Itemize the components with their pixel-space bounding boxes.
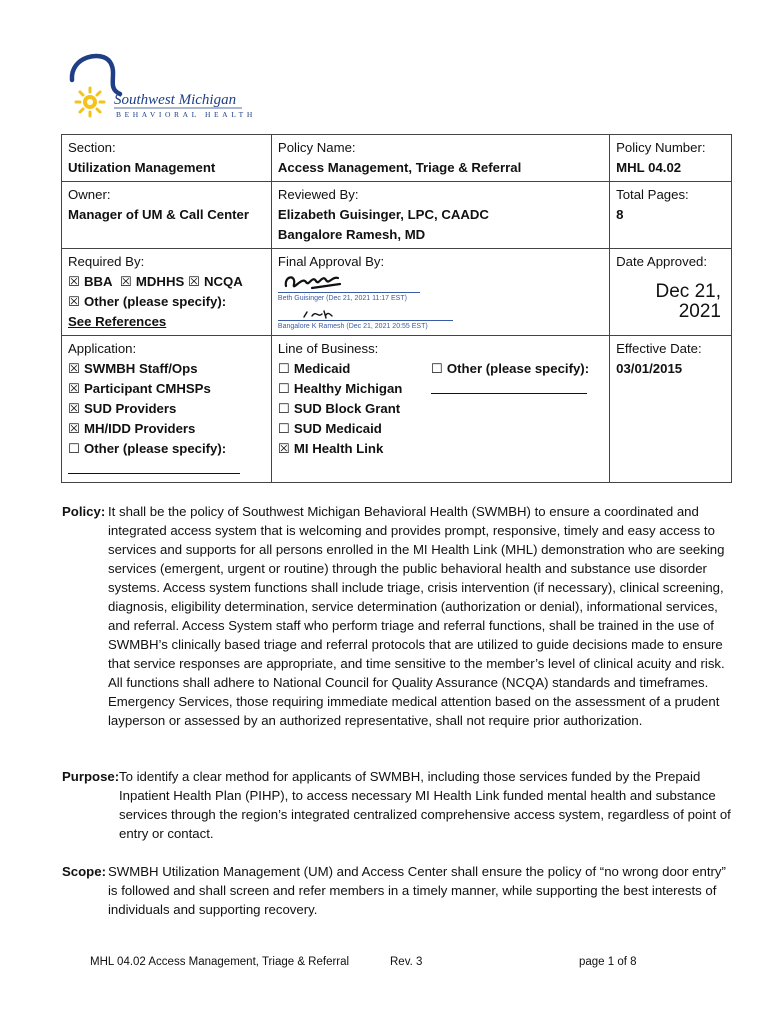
signature-2-icon [302,308,334,320]
total-pages-label: Total Pages: [616,187,689,202]
lob-item-label: SUD Medicaid [293,421,382,436]
effective-date-label: Effective Date: [616,341,702,356]
signature-2-caption: Bangalore K Ramesh (Dec 21, 2021 20:55 EST) [277,323,428,330]
section-value: Utilization Management [68,160,216,175]
owner-label: Owner: [68,187,111,202]
signature-area [278,272,603,332]
lob-checkbox[interactable]: ☒ [277,441,290,456]
section-label: Section: [68,140,116,155]
app-other-blank[interactable] [68,459,240,474]
lob-item [278,379,402,399]
see-references-link[interactable]: See References [68,314,167,329]
date-approved-cell [610,249,732,336]
reviewer-1: Elizabeth Guisinger, LPC, CAADC [277,207,489,222]
lob-other [431,359,589,399]
purpose-label: Purpose: [62,769,120,784]
req-other-checkbox[interactable]: ☒ [68,294,80,309]
app-checkbox[interactable]: ☒ [68,361,80,376]
lob-other-label: Other (please specify): [446,361,590,376]
app-checkbox[interactable]: ☒ [68,401,80,416]
bba-checkbox[interactable]: ☒ [68,274,80,289]
lob-item [278,419,402,439]
required-by-cell [62,249,272,336]
final-approval-cell [271,249,609,336]
lob-other-row [431,359,589,379]
policy-name-label: Policy Name: [277,140,356,155]
swmbh-logo [66,50,256,126]
lob-other-checkbox[interactable]: ☐ [430,361,443,376]
app-item [68,399,265,419]
lob-grid [278,359,603,477]
req-other-label: Other (please specify): [84,294,227,309]
footer-rev: Rev. 3 [390,956,423,968]
lob-checkbox[interactable]: ☐ [277,381,290,396]
policy-number-label: Policy Number: [616,140,706,155]
logo-name: Southwest Michigan [114,92,237,108]
policy-name-cell [271,135,609,182]
signature-2-line [278,320,453,321]
reviewer-2: Bangalore Ramesh, MD [277,227,426,242]
app-checkbox[interactable]: ☒ [68,421,80,436]
effective-date-cell [610,336,732,483]
lob-other-blank-row [431,379,589,399]
lob-checkbox[interactable]: ☐ [277,401,290,416]
reviewed-by-label: Reviewed By: [277,187,359,202]
mdhhs-checkbox[interactable]: ☒ [119,274,132,289]
date-approved-value: Dec 21, 2021 [655,281,721,322]
app-item-label: MH/IDD Providers [84,421,196,436]
effective-date-value: 03/01/2015 [616,361,683,376]
ncqa-checkbox[interactable]: ☒ [187,274,200,289]
final-approval-label: Final Approval By: [277,254,385,269]
date-approved-label: Date Approved: [616,254,708,269]
lob-list [278,359,402,459]
app-item-label: SWMBH Staff/Ops [84,361,198,376]
app-item [68,419,265,439]
lob-item [278,399,402,419]
owner-value: Manager of UM & Call Center [68,207,249,222]
lob-item-label: SUD Block Grant [293,401,401,416]
policy-name-value: Access Management, Triage & Referral [277,160,522,175]
app-item-label: SUD Providers [84,401,177,416]
app-checkbox[interactable]: ☐ [68,441,80,456]
app-item [68,439,265,459]
required-other-row [68,292,265,312]
total-pages-cell [610,182,732,249]
required-by-row [68,272,265,292]
purpose-section [62,767,732,843]
policy-text: It shall be the policy of Southwest Michigan Behavioral Health (SWMBH) to ensure a coordinated and integrated access system that is welcoming and provides prompt, responsive, timely and easy access to services and supports for all persons enrolled in the MI Health Link (MHL) demonstration who are seeking services (emergent, urgent or routine) through the public behavioral health and substance use disorder systems. Access system functions shall include triage, crisis intervention (if necessary), clinical screening, diagnosis, eligibility determination, service determination (authorization or denial), informational services, and referral. Access System staff who perform triage and referral functions, shall be trained in the use of SWMBH’s clinically based triage and referral protocols that are utilized to guide decisions made to ensure that service responses are appropriate, and time sensitive to the member’s level of clinical acuity and risk. All functions shall adhere to National Council for Quality Assurance (NCQA) standards and timeframes. Emergency Services, those requiring immediate medical attention based on the assessment of a prudent layperson or assessed by an authorized representative, shall not require prior authorization. [108,504,725,728]
app-item [68,359,265,379]
signature-1-caption: Beth Guisinger (Dec 21, 2021 11:17 EST) [277,295,407,302]
scope-section [62,862,732,919]
purpose-text: To identify a clear method for applicants of SWMBH, including those services funded by the Prepaid Inpatient Health Plan (PIHP), to access necessary MI Health Link funded mental health and substance services through the region’s integrated centralized comprehensive access system, regardless of point of entry or contact. [119,769,731,841]
bba-label: BBA [84,274,113,289]
app-other-blank-row [68,459,265,479]
application-label: Application: [68,341,137,356]
app-item-label: Other (please specify): [84,441,227,456]
lob-other-blank[interactable] [431,379,587,394]
policy-label: Policy: [62,504,106,519]
owner-cell [62,182,272,249]
application-cell [62,336,272,483]
scope-label: Scope: [62,864,106,879]
app-checkbox[interactable]: ☒ [68,381,80,396]
policy-number-cell [610,135,732,182]
logo-subtitle: BEHAVIORAL HEALTH [116,110,256,119]
policy-header-table [61,134,732,483]
app-item [68,379,265,399]
required-by-label: Required By: [68,254,145,269]
lob-item-label: MI Health Link [293,441,384,456]
total-pages-value: 8 [616,207,624,222]
lob-item [278,439,402,459]
lob-checkbox[interactable]: ☐ [277,361,290,376]
policy-number-value: MHL 04.02 [616,160,682,175]
line-of-business-label: Line of Business: [277,341,379,356]
ncqa-label: NCQA [203,274,243,289]
signature-1-line [278,292,420,293]
section-cell [62,135,272,182]
footer-title: MHL 04.02 Access Management, Triage & Referral [90,956,350,968]
lob-checkbox[interactable]: ☐ [277,421,290,436]
lob-item [278,359,402,379]
app-item-label: Participant CMHSPs [84,381,211,396]
mdhhs-label: MDHHS [135,274,185,289]
scope-text: SWMBH Utilization Management (UM) and Access Center shall ensure the policy of “no wrong door entry” is followed and shall screen and refer members in a timely manner, while supporting the best interests of individuals and supporting recovery. [108,864,726,917]
line-of-business-cell [271,336,609,483]
policy-section [62,502,732,730]
reviewed-by-cell [271,182,609,249]
signature-1-icon [282,272,344,294]
footer-page: page 1 of 8 [579,956,637,968]
lob-item-label: Medicaid [293,361,351,376]
lob-item-label: Healthy Michigan [293,381,403,396]
